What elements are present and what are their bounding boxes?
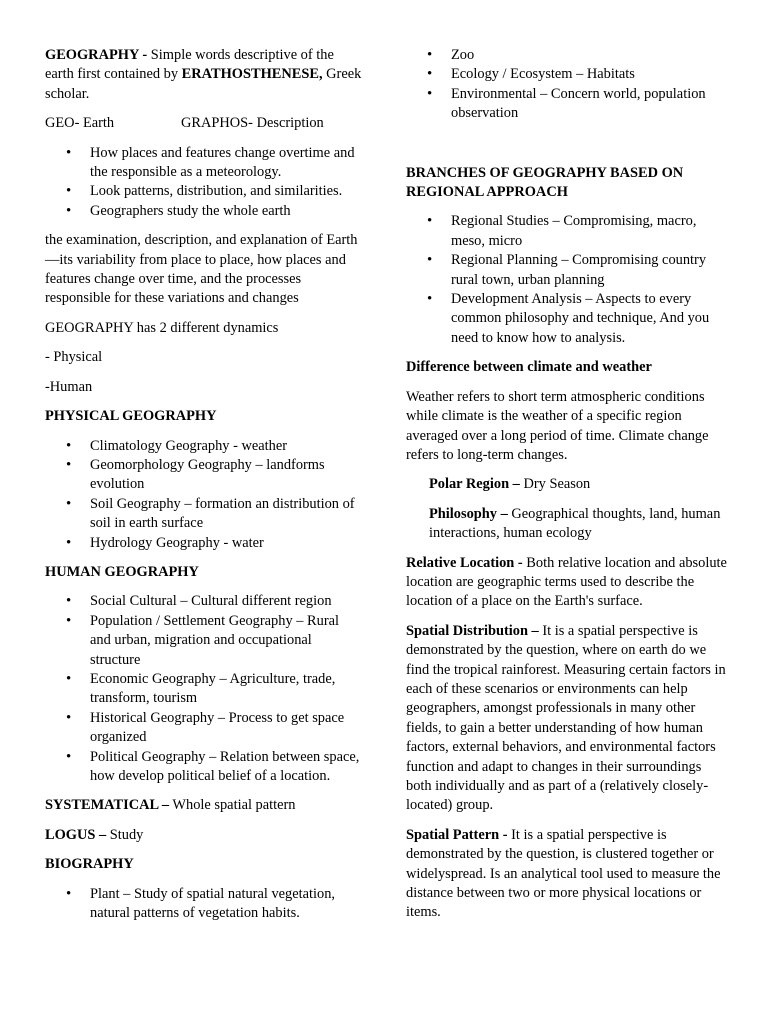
list-item: • Regional Studies – Compromising, macro, meso, micro [451,212,728,251]
spatial-pattern-paragraph [406,826,728,923]
physical-list [45,437,363,553]
branches-list [406,212,728,348]
geo-definition: GEO- Earth [45,115,115,132]
definition-paragraph: the examination, description, and explanation of Earth—its variability from place to place, how places and features change over time, and the processes responsible for these variations and changes [45,232,358,307]
list-item: • Geographers study the whole earth [90,202,363,221]
intro-text-end: Greek scholar. [45,66,362,102]
list-item: • Regional Planning – Compromising country rural town, urban planning [451,251,728,290]
list-item: • Environmental – Concern world, population observation [451,85,728,124]
human-heading-text: HUMAN GEOGRAPHY [45,563,199,580]
list-item: • Economic Geography – Agriculture, trade, transform, tourism [90,670,363,709]
logus-line [45,826,363,845]
logus-text: Study [106,826,144,843]
systematical-text: Whole spatial pattern [169,797,296,814]
list-item: • Hydrology Geography - water [90,534,363,553]
spatial-distribution-text: It is a spatial perspective is demonstrated by the question, where on earth do we find the tropical rainforest. Measuring certain factors in each of these scenarios or environments can help geographers, amongst professionals in many other fields, to gain a better understanding of how human factors, external behaviors, and environmental factors function and adapt to changes in their surroundings both individually and as part of a (relatively closely-located) group. [406,622,726,814]
spacer [406,134,728,164]
intro-bullets [45,144,363,222]
polar-line [406,475,728,494]
right-column [406,46,728,933]
relative-location-text: Both relative location and absolute location are geographic terms used to describe the location of a place on the Earth's surface. [406,554,727,610]
geo-graphos-line [45,114,363,133]
spatial-distribution-term: Spatial Distribution – [406,622,539,639]
biography-continued-list [406,46,728,124]
intro-term: GEOGRAPHY - [45,47,148,63]
list-item: • Plant – Study of spatial natural vegetation, natural patterns of vegetation habits. [90,885,363,924]
polar-text: Dry Season [519,476,591,493]
relative-location-term: Relative Location - [406,554,523,571]
relative-location-paragraph [406,554,728,612]
human-list [45,592,363,786]
spatial-pattern-term: Spatial Pattern - [406,826,508,843]
climate-heading-text: Difference between climate and weather [406,359,652,376]
physical-heading [45,407,363,426]
list-item: • Zoo [451,46,728,65]
philosophy-term: Philosophy – [429,505,508,522]
list-item: • Development Analysis – Aspects to every common philosophy and technique, And you need to know how to analysis. [451,290,728,348]
polar-term: Polar Region – [429,476,520,493]
human-line: -Human [45,378,93,395]
list-item: • Look patterns, distribution, and similarities. [90,182,363,201]
biography-heading [45,855,363,874]
climate-heading [406,358,728,377]
branches-heading-text: BRANCHES OF GEOGRAPHY BASED ON REGIONAL APPROACH [406,164,684,201]
list-item: • Soil Geography – formation an distribution of soil in earth surface [90,495,363,534]
intro-paragraph [45,46,363,104]
list-item: • Geomorphology Geography – landforms evolution [90,456,363,495]
philosophy-text: Geographical thoughts, land, human interactions, human ecology [429,505,721,542]
list-item: • Population / Settlement Geography – Rural and urban, migration and occupational structure [90,612,363,670]
graphos-definition: GRAPHOS- Description [181,115,324,132]
branches-heading [406,164,728,203]
biography-heading-text: BIOGRAPHY [45,856,134,873]
list-item: • Historical Geography – Process to get space organized [90,709,363,748]
logus-term: LOGUS – [45,826,107,843]
left-column [45,46,363,933]
list-item: • How places and features change overtime and the responsible as a meteorology. [90,144,363,183]
list-item: • Ecology / Ecosystem – Habitats [451,65,728,84]
spatial-pattern-text: It is a spatial perspective is demonstrated by the question, is clustered together or widelyspread. Is an analytical tool used to measure the distance between two or more physical locations or items. [406,826,721,921]
list-item: • Climatology Geography - weather [90,437,363,456]
physical-line: - Physical [45,349,103,366]
human-heading [45,563,363,582]
biography-list [45,885,363,924]
climate-paragraph: Weather refers to short term atmospheric conditions while climate is the weather of a specific region averaged over a long period of time. Climate change refers to long-term changes. [406,388,709,463]
systematical-term: SYSTEMATICAL – [45,797,170,814]
philosophy-line [406,505,728,544]
physical-heading-text: PHYSICAL GEOGRAPHY [45,408,217,425]
intro-name: ERATHOSTHENESE, [181,66,323,83]
list-item: • Political Geography – Relation between space, how develop political belief of a location. [90,748,363,787]
systematical-line [45,796,363,815]
spatial-distribution-paragraph [406,622,728,816]
intro-text: Simple words descriptive of the earth first contained by [45,47,334,83]
list-item: • Social Cultural – Cultural different region [90,592,363,611]
dynamics-line: GEOGRAPHY has 2 different dynamics [45,319,279,336]
